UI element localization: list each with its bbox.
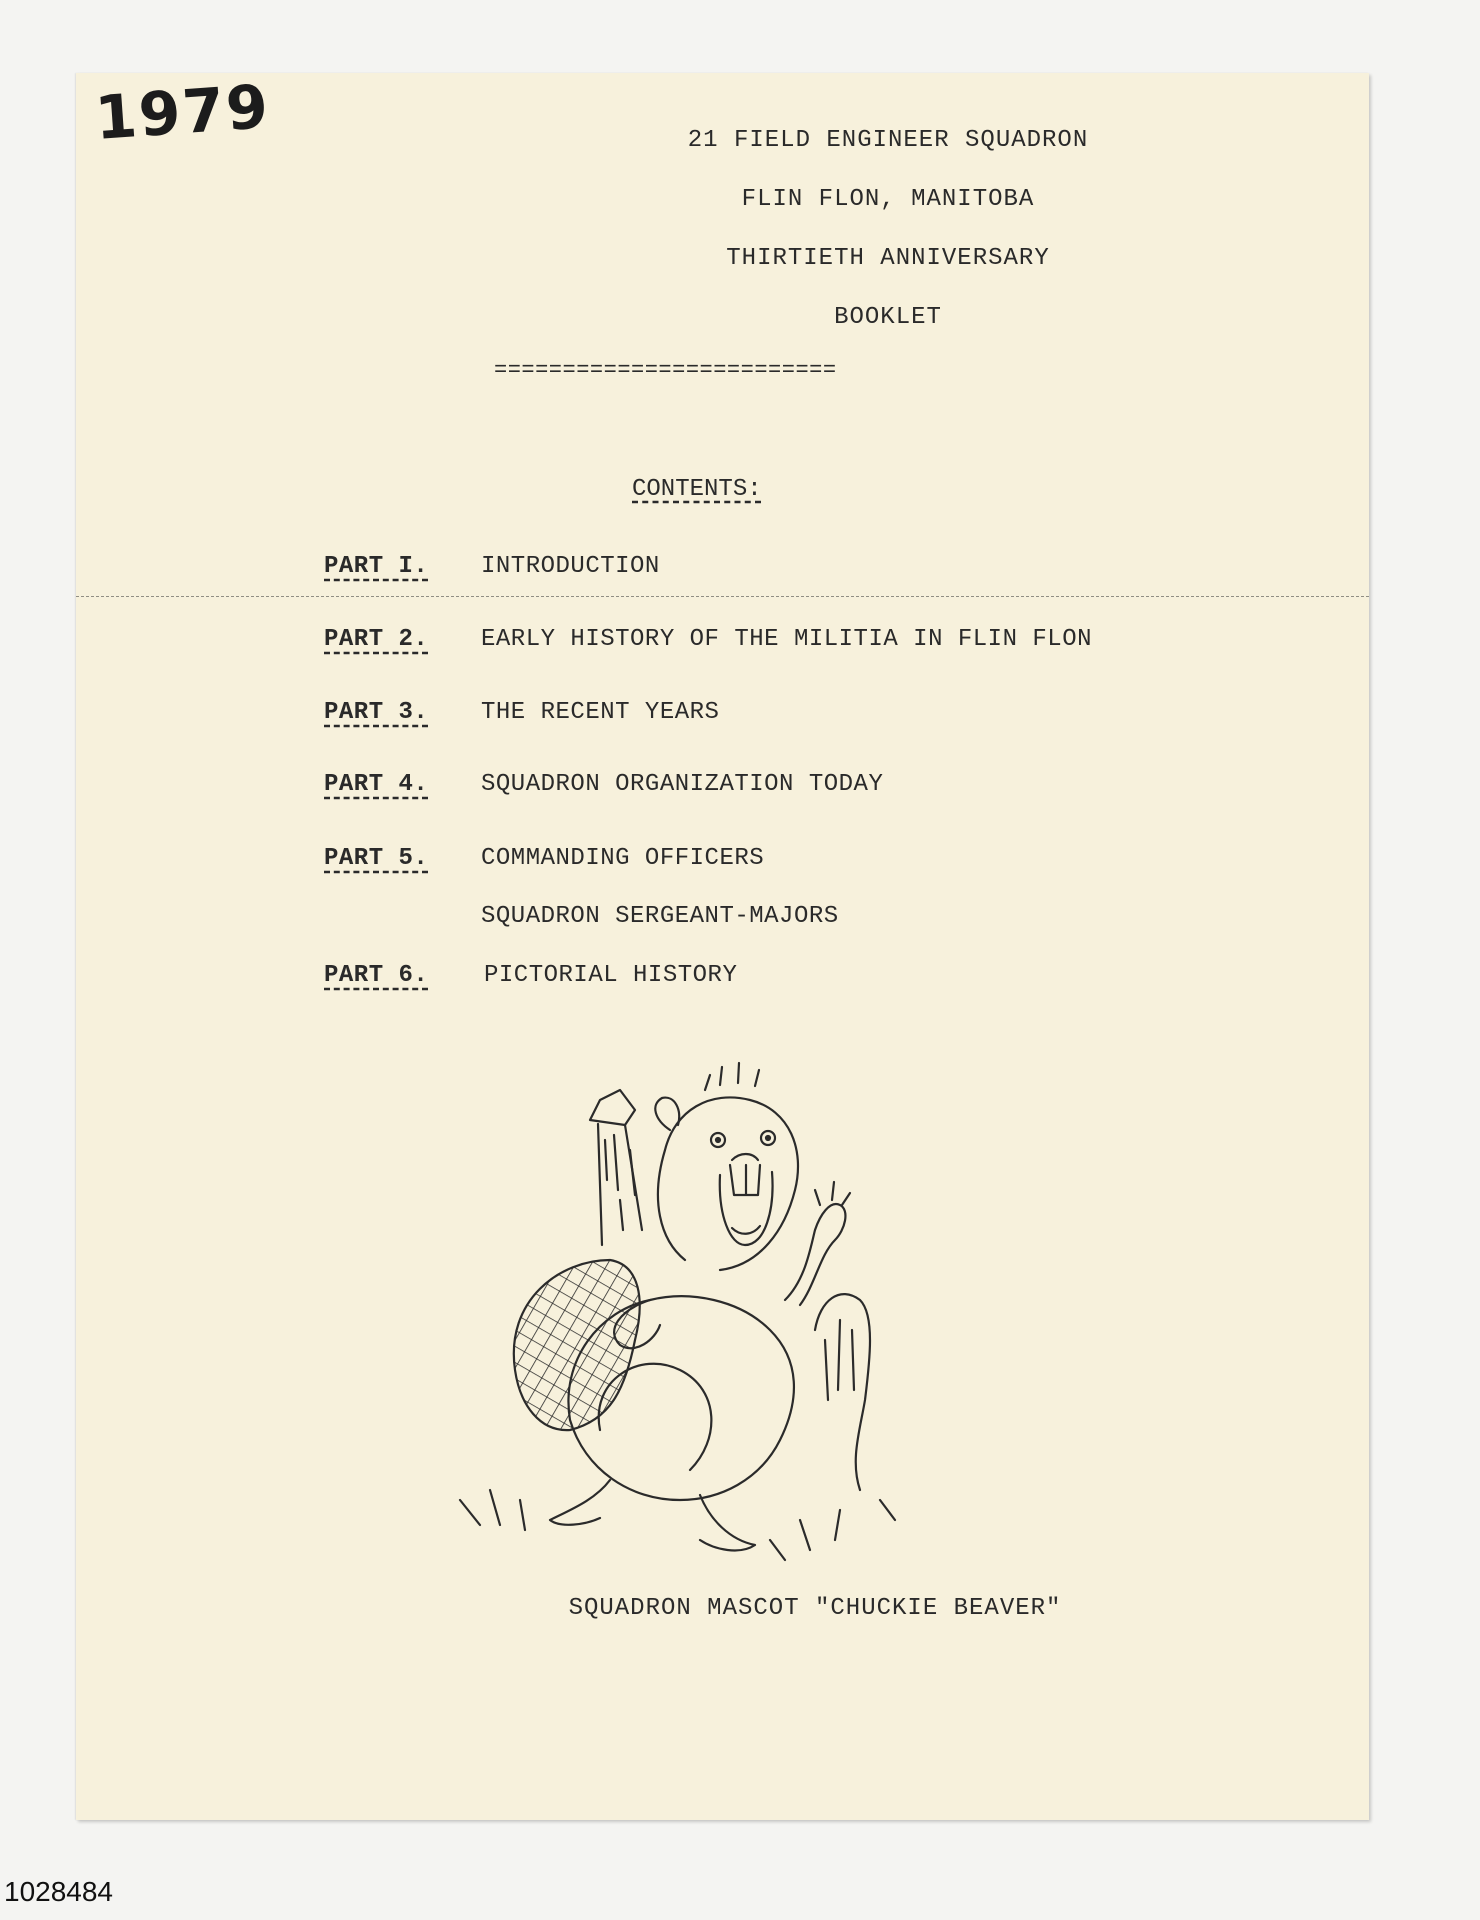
part-subtitle: SQUADRON SERGEANT-MAJORS [481, 903, 839, 930]
part-label: PART 5. [324, 845, 429, 872]
part-title: INTRODUCTION [481, 553, 660, 580]
contents-item [324, 962, 1324, 1002]
part-title: THE RECENT YEARS [481, 699, 720, 726]
beaver-mascot-illustration [420, 1000, 1060, 1600]
part-label: PART 4. [324, 771, 429, 798]
fold-line [76, 596, 1369, 601]
part-label: PART I. [324, 553, 429, 580]
header-line-1: 21 FIELD ENGINEER SQUADRON [687, 127, 1089, 154]
part-title: EARLY HISTORY OF THE MILITIA IN FLIN FLON [481, 626, 1092, 653]
header-line-2: FLIN FLON, MANITOBA [741, 186, 1035, 213]
contents-item [324, 771, 1324, 811]
contents-item [324, 699, 1324, 739]
document-id: 1028484 [4, 1876, 114, 1907]
part-title: COMMANDING OFFICERS [481, 845, 765, 872]
header-line-4: BOOKLET [834, 304, 942, 331]
contents-item [324, 626, 1324, 666]
mascot-caption: SQUADRON MASCOT "CHUCKIE BEAVER" [568, 1595, 1062, 1622]
header-rule: ========================= [494, 358, 837, 383]
part-label: PART 3. [324, 699, 429, 726]
part-label: PART 6. [324, 962, 429, 989]
handwritten-year: 1979 [92, 71, 273, 155]
contents-item [324, 553, 1324, 593]
part-title: PICTORIAL HISTORY [484, 962, 738, 989]
contents-item [324, 845, 1324, 945]
header-line-3: THIRTIETH ANNIVERSARY [726, 245, 1050, 272]
contents-heading: CONTENTS: [632, 476, 762, 503]
part-title: SQUADRON ORGANIZATION TODAY [481, 771, 884, 798]
part-label: PART 2. [324, 626, 429, 653]
